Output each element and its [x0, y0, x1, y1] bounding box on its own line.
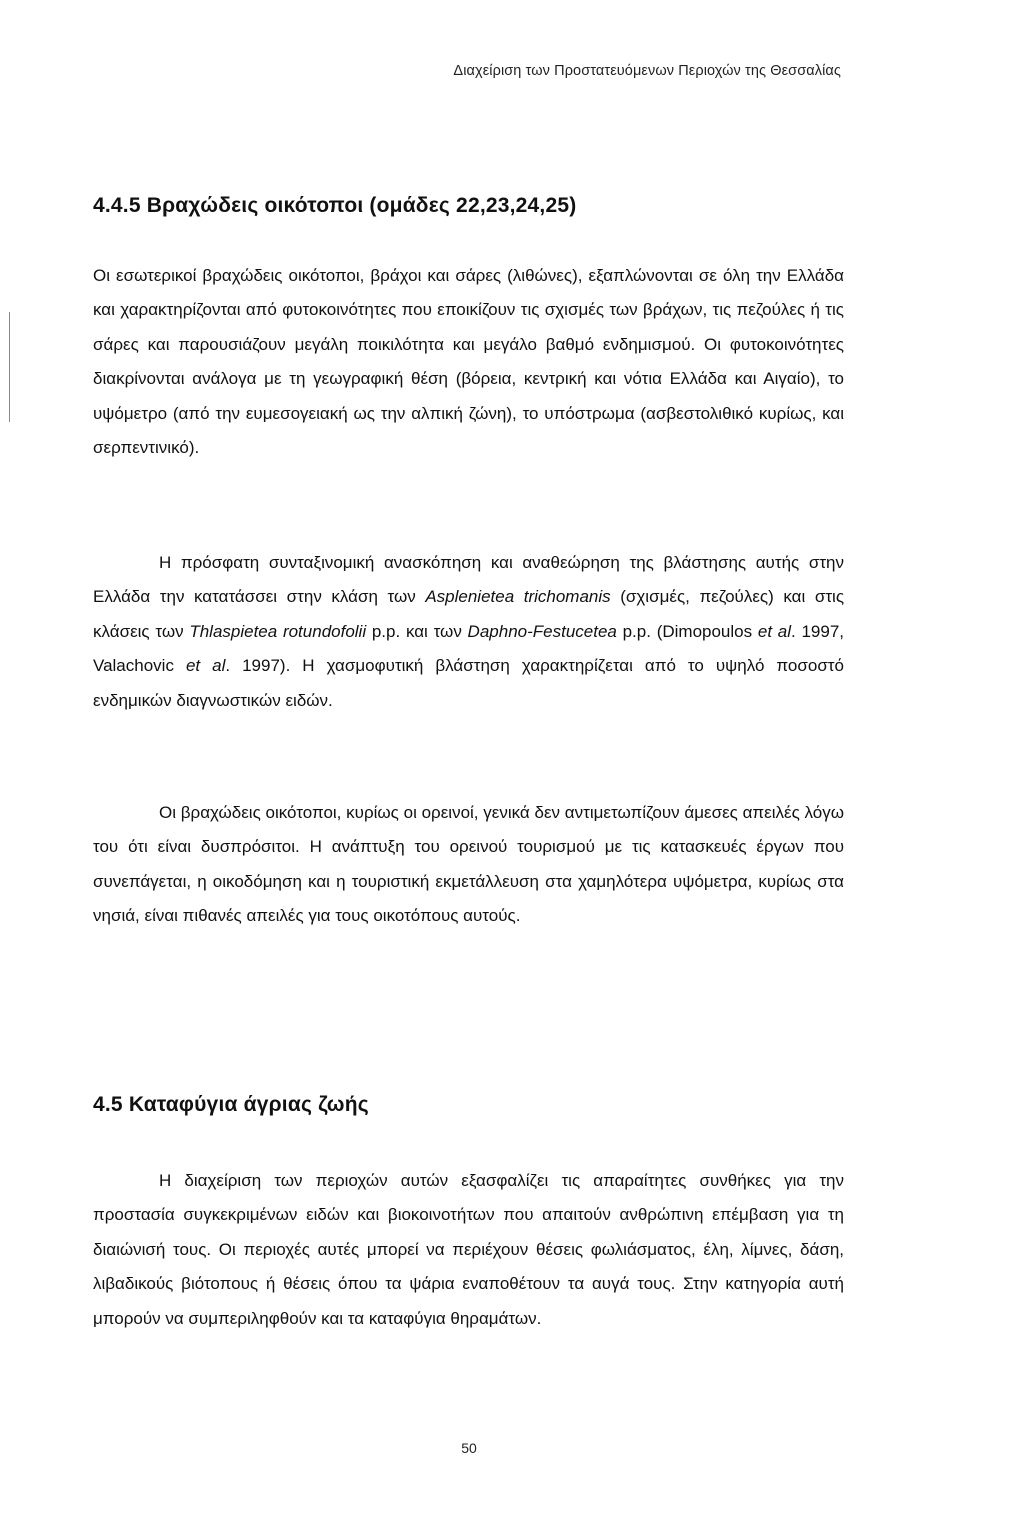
section-heading-wildlife-refuges: 4.5 Καταφύγια άγριας ζωής	[93, 1093, 369, 1116]
page-number: 50	[461, 1440, 477, 1456]
paragraph-syntaxonomy	[93, 546, 844, 718]
paragraph-threats	[93, 796, 844, 934]
taxon-name: Thlaspietea rotundofolii	[189, 621, 367, 641]
text-run: . 1997, Valachovic	[93, 621, 844, 676]
text-run: Οι βραχώδεις οικότοποι, κυρίως οι ορεινοί, γενικά δεν αντιμετωπίζουν άμεσες απειλές λόγω του ότι είναι δυσπρόσιτοι. Η ανάπτυξη του ορεινού τουρισμού με τις κατασκευές έργων που συνεπάγεται, η οικοδόμηση και η τουριστική εκμετάλλευση στα χαμηλότερα υψόμετρα, κυρίως στα νησιά, είναι πιθανές απειλές για τους οικοτόπους αυτούς.	[93, 803, 844, 926]
taxon-name: Asplenietea trichomanis	[425, 587, 611, 607]
text-run: Η πρόσφατη συνταξινομική ανασκόπηση και αναθεώρηση της βλάστησης αυτής στην Ελλάδα την κατατάσσει στην κλάση των	[93, 553, 844, 607]
paragraph-refuges	[93, 1164, 844, 1336]
paragraph-rocky-intro: Οι εσωτερικοί βραχώδεις οικότοποι, βράχοι και σάρες (λιθώνες), εξαπλώνονται σε όλη την Ελλάδα και χαρακτηρίζονται από φυτοκοινότητες που εποικίζουν τις σχισμές των βράχων, τις πεζούλες ή τις σάρες και παρουσιάζουν μεγάλη ποικιλότητα και μεγάλο βαθμό ενδημισμού. Οι φυτοκοινότητες διακρίνονται ανάλογα με τη γεωγραφική θέση (βόρεια, κεντρική και νότια Ελλάδα και Αιγαίο), το υψόμετρο (από την ευμεσογειακή ως την αλπική ζώνη), το υπόστρωμα (ασβεστολιθικό κυρίως, και σερπεντινικό).	[93, 266, 844, 458]
text-run: Η διαχείριση των περιοχών αυτών εξασφαλίζει τις απαραίτητες συνθήκες για την προστασία συγκεκριμένων ειδών και βιοκοινοτήτων που απαιτούν ανθρώπινη επέμβαση για τη διαιώνισή τους. Οι περιοχές αυτές μπορεί να περιέχουν θέσεις φωλιάσματος, έλη, λίμνες, δάση, λιβαδικούς βιότοπους ή θέσεις όπου τα ψάρια εναποθέτουν τα αυγά τους. Στην κατηγορία αυτή μπορούν να συμπεριληφθούν και τα καταφύγια θηραμάτων.	[93, 1171, 844, 1328]
citation-et-al: et al	[757, 621, 791, 641]
citation-et-al: et al	[185, 656, 226, 676]
running-header: Διαχείριση των Προστατευόμενων Περιοχών της Θεσσαλίας	[453, 63, 841, 79]
taxon-name: Daphno-Festucetea	[467, 621, 617, 641]
text-run: p.p. (Dimopoulos	[616, 621, 758, 641]
text-run: . 1997). Η χασμοφυτική βλάστηση χαρακτηρίζεται από το υψηλό ποσοστό ενδημικών διαγνωστικών ειδών.	[93, 656, 844, 710]
margin-line	[9, 312, 10, 422]
text-run: p.p. και των	[366, 621, 468, 641]
section-heading-rocky-habitats: 4.4.5 Βραχώδεις οικότοποι (ομάδες 22,23,24,25)	[93, 194, 577, 217]
text-run: (σχισμές, πεζούλες) και στις κλάσεις των	[93, 587, 845, 641]
